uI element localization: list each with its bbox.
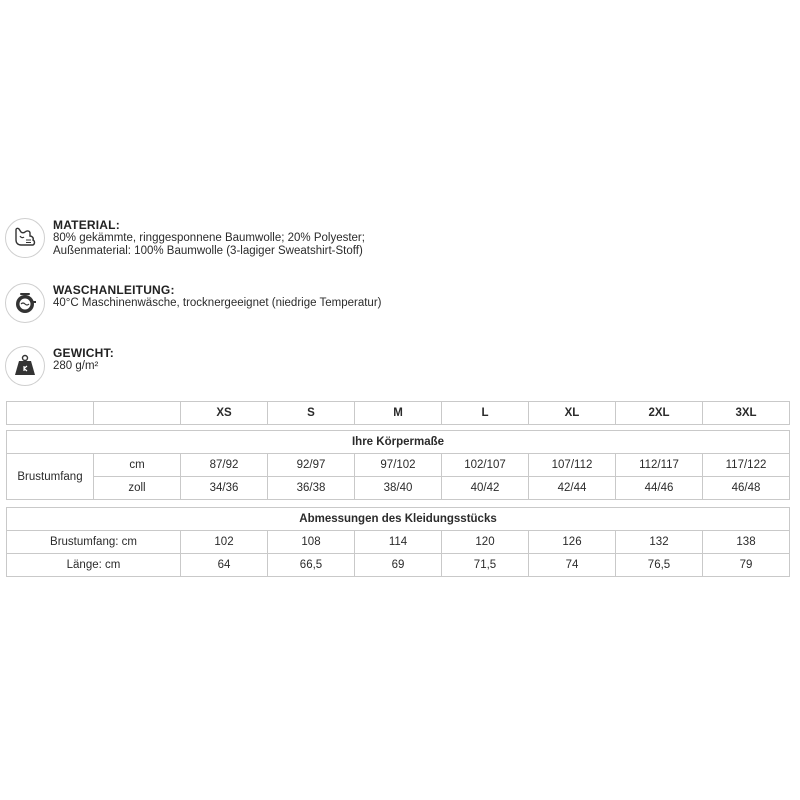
unit-label: zoll	[94, 477, 181, 500]
table-cell: 87/92	[181, 454, 268, 477]
table-cell: 102	[181, 531, 268, 554]
empty-cell	[7, 402, 94, 425]
table-cell: 38/40	[355, 477, 442, 500]
size-label: 3XL	[703, 402, 790, 425]
size-header-table	[6, 401, 790, 425]
empty-cell	[94, 402, 181, 425]
table-cell: 112/117	[616, 454, 703, 477]
table-cell: 92/97	[268, 454, 355, 477]
table-cell: 44/46	[616, 477, 703, 500]
table-cell: 76,5	[616, 554, 703, 577]
material-title: MATERIAL:	[53, 218, 120, 232]
table-cell: 102/107	[442, 454, 529, 477]
table-cell: 64	[181, 554, 268, 577]
table-cell: 40/42	[442, 477, 529, 500]
table-cell: 74	[529, 554, 616, 577]
table-cell: 46/48	[703, 477, 790, 500]
section-header-row	[7, 431, 790, 454]
size-header-row	[7, 402, 790, 425]
table-cell: 66,5	[268, 554, 355, 577]
table-cell: 34/36	[181, 477, 268, 500]
table-cell: 117/122	[703, 454, 790, 477]
body-measurements-table	[6, 430, 790, 500]
weight-line-1: 280 g/m²	[53, 360, 99, 372]
size-label: M	[355, 402, 442, 425]
material-info	[5, 218, 365, 258]
table-cell: 69	[355, 554, 442, 577]
unit-label: cm	[94, 454, 181, 477]
row-label: Länge: cm	[7, 554, 181, 577]
table-cell: 97/102	[355, 454, 442, 477]
row-label: Brustumfang	[7, 454, 94, 500]
weight-icon	[5, 346, 45, 386]
table-row	[7, 531, 790, 554]
table-cell: 42/44	[529, 477, 616, 500]
table-cell: 120	[442, 531, 529, 554]
table-cell: 126	[529, 531, 616, 554]
size-label: 2XL	[616, 402, 703, 425]
washing-line-1: 40°C Maschinenwäsche, trocknergeeignet (niedrige Temperatur)	[53, 297, 382, 309]
material-line-1: 80% gekämmte, ringgesponnene Baumwolle; 20% Polyester;	[53, 232, 365, 244]
body-measurements-title: Ihre Körpermaße	[7, 431, 790, 454]
fabric-icon	[5, 218, 45, 258]
size-label: S	[268, 402, 355, 425]
size-label: XS	[181, 402, 268, 425]
table-cell: 107/112	[529, 454, 616, 477]
table-row	[7, 477, 790, 500]
row-label: Brustumfang: cm	[7, 531, 181, 554]
size-label: L	[442, 402, 529, 425]
washing-info	[5, 283, 381, 323]
table-cell: 138	[703, 531, 790, 554]
size-label: XL	[529, 402, 616, 425]
table-row	[7, 554, 790, 577]
table-cell: 108	[268, 531, 355, 554]
weight-title: GEWICHT:	[53, 346, 114, 360]
garment-measurements-table	[6, 507, 790, 577]
table-cell: 79	[703, 554, 790, 577]
washing-machine-icon	[5, 283, 45, 323]
table-cell: 71,5	[442, 554, 529, 577]
washing-title: WASCHANLEITUNG:	[53, 283, 175, 297]
weight-info	[5, 346, 114, 386]
table-cell: 132	[616, 531, 703, 554]
material-line-2: Außenmaterial: 100% Baumwolle (3-lagiger Sweatshirt-Stoff)	[53, 245, 363, 257]
table-cell: 36/38	[268, 477, 355, 500]
table-cell: 114	[355, 531, 442, 554]
section-header-row	[7, 508, 790, 531]
table-row	[7, 454, 790, 477]
garment-measurements-title: Abmessungen des Kleidungsstücks	[7, 508, 790, 531]
